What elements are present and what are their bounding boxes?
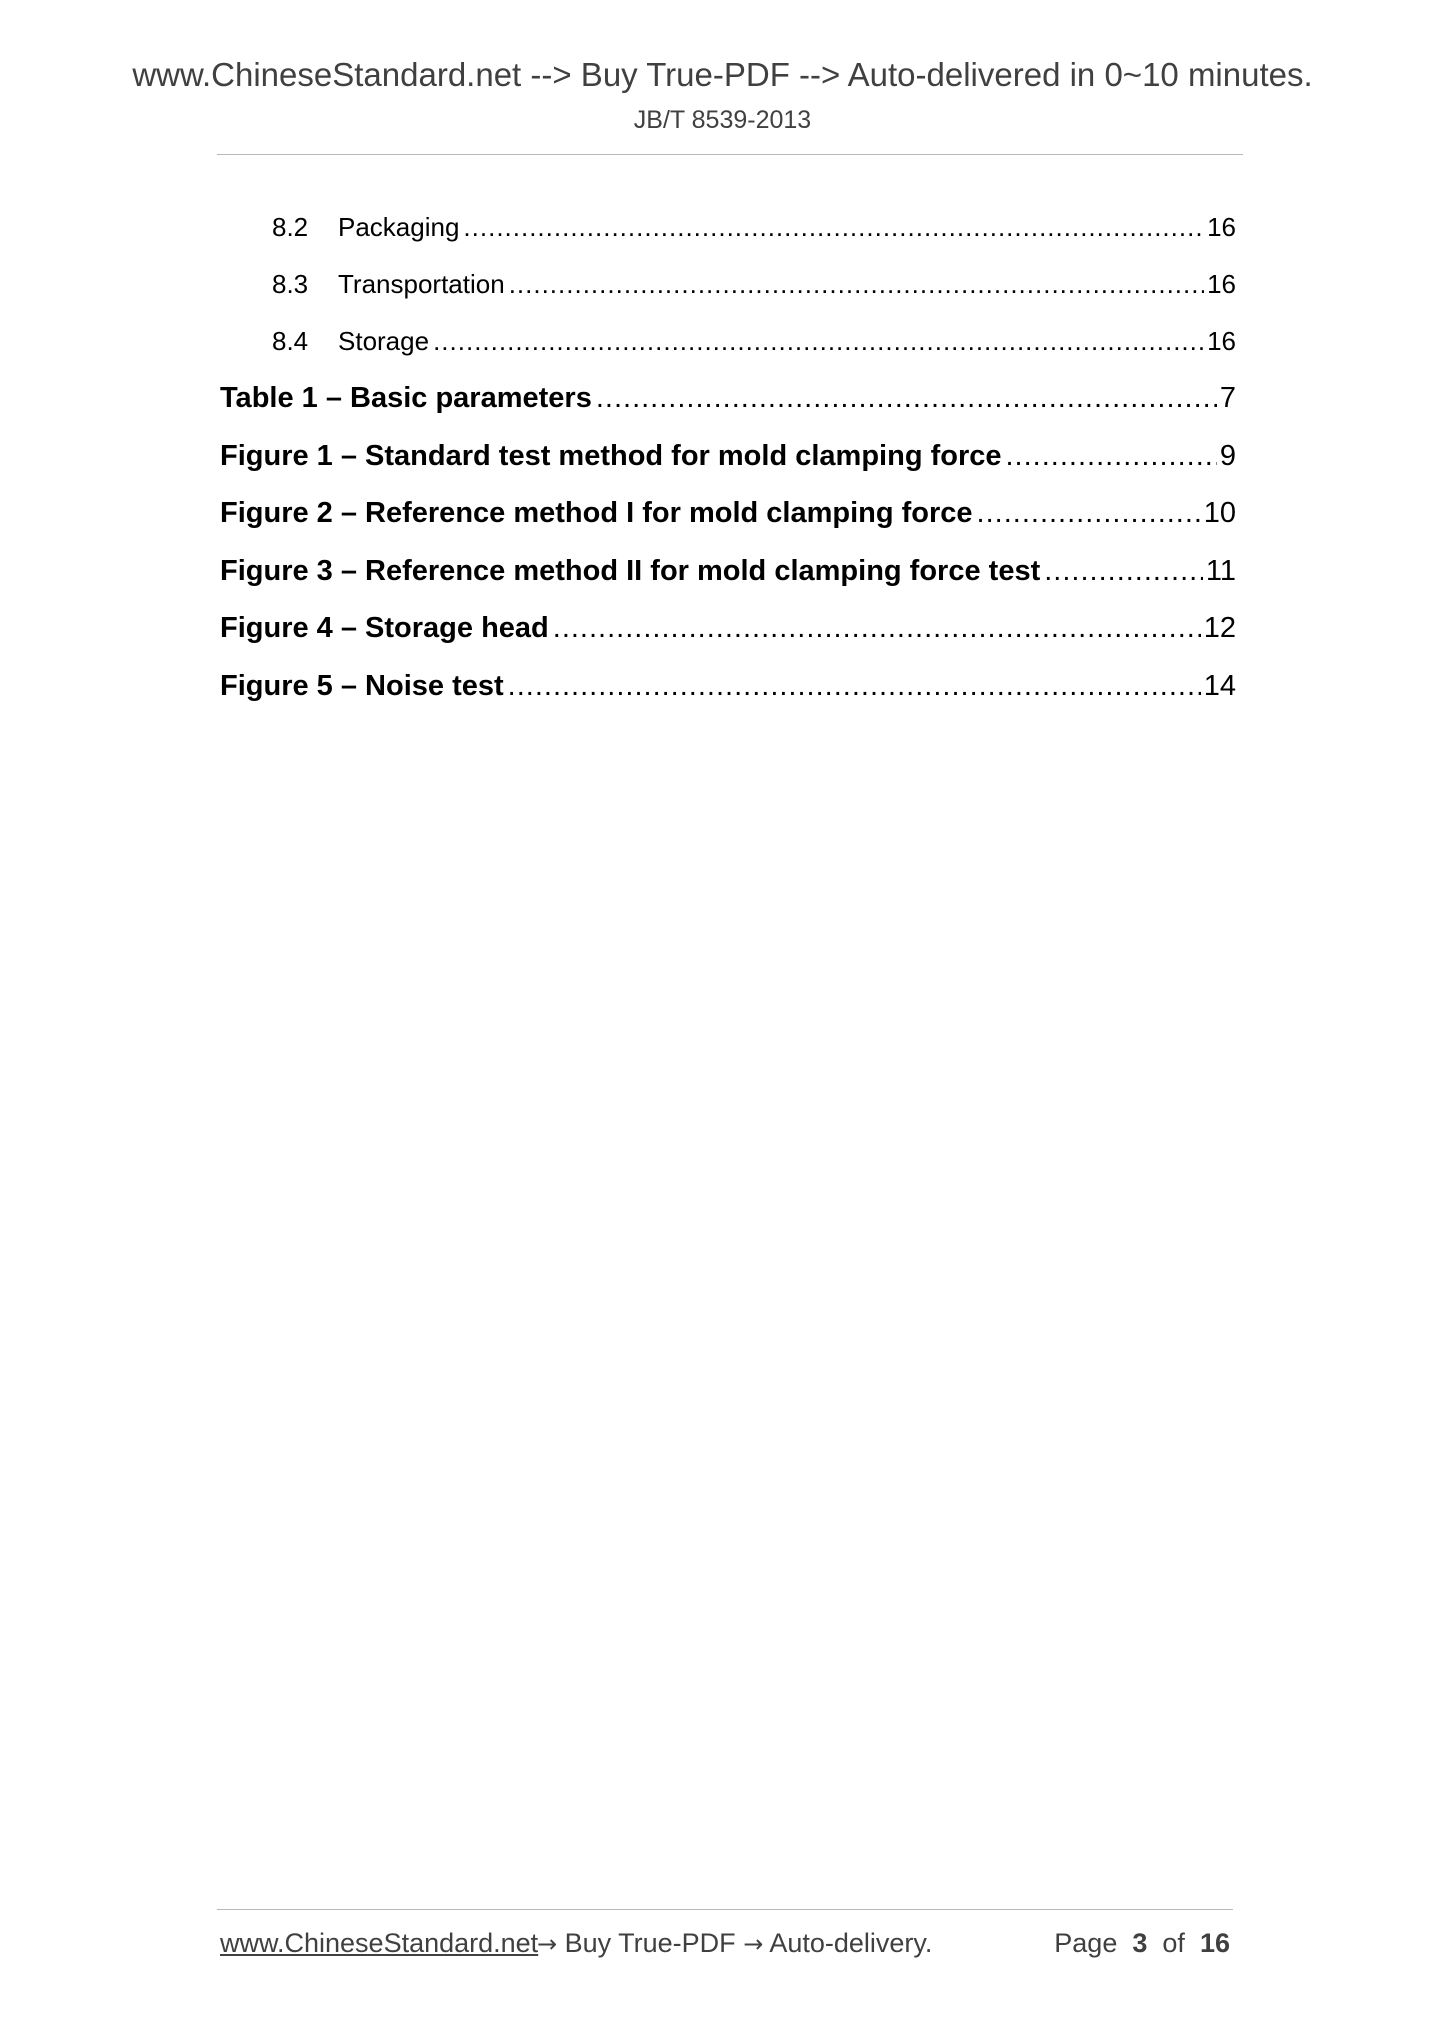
toc-entry-number: 8.2 [272, 212, 309, 242]
toc-entry-page: 11 [1205, 555, 1236, 587]
header-divider [217, 154, 1243, 155]
toc-entry-title: Figure 1 – Standard test method for mold clamping force [220, 440, 1002, 472]
toc-entry-page: 10 [1203, 497, 1236, 529]
page-total: 16 [1199, 1928, 1230, 1958]
toc-dot-leader [1006, 440, 1217, 473]
toc-dot-leader [509, 269, 1204, 300]
toc-entry-number: 8.4 [272, 326, 309, 356]
toc-entry-page: 16 [1207, 269, 1236, 299]
page-label: Page [1054, 1928, 1118, 1958]
toc-entry-title: Figure 4 – Storage head [220, 612, 549, 644]
toc-entry-page: 16 [1207, 326, 1236, 356]
toc-entry-table-1[interactable] [220, 382, 1236, 422]
toc-dot-leader [1044, 555, 1203, 588]
toc-entry-title: Figure 3 – Reference method II for mold clamping force test [220, 555, 1041, 587]
toc-entry-storage[interactable] [220, 326, 1236, 366]
toc-dot-leader [463, 212, 1204, 243]
toc-entry-packaging[interactable] [220, 212, 1236, 252]
toc-dot-leader [977, 497, 1201, 530]
toc-dot-leader [433, 326, 1204, 357]
toc-entry-figure-4[interactable] [220, 612, 1236, 652]
toc-entry-page: 7 [1219, 382, 1236, 414]
footer-divider [217, 1909, 1233, 1910]
footer-buy-text: Buy True-PDF [564, 1928, 736, 1958]
toc-entry-figure-1[interactable] [220, 440, 1236, 480]
header-banner: www.ChineseStandard.net --> Buy True-PDF --> Auto-delivered in 0~10 minutes. [132, 56, 1313, 93]
arrow-right-icon: → [743, 1930, 764, 1958]
arrow-right-icon: → [537, 1930, 558, 1958]
toc-entry-number: 8.3 [272, 269, 309, 299]
toc-entry-title: Storage [338, 326, 430, 356]
toc-entry-figure-3[interactable] [220, 555, 1236, 595]
toc-entry-page: 14 [1203, 670, 1236, 702]
page-current: 3 [1132, 1928, 1148, 1958]
page-of-label: of [1162, 1928, 1185, 1958]
page-indicator [1054, 1928, 1230, 1959]
toc-entry-page: 9 [1219, 440, 1236, 472]
document-id: JB/T 8539-2013 [633, 106, 812, 134]
toc-entry-title: Figure 5 – Noise test [220, 670, 504, 702]
toc-dot-leader [553, 612, 1201, 645]
footer-site-link[interactable]: www.ChineseStandard.net [220, 1928, 539, 1958]
toc-entry-title: Transportation [338, 269, 505, 299]
toc-entry-page: 12 [1203, 612, 1236, 644]
footer-delivery-text: Auto-delivery. [769, 1928, 933, 1958]
toc-entry-title: Figure 2 – Reference method I for mold clamping force [220, 497, 973, 529]
toc-dot-leader [508, 670, 1201, 703]
toc-entry-page: 16 [1207, 212, 1236, 242]
footer-promo [537, 1928, 932, 1959]
toc-entry-transportation[interactable] [220, 269, 1236, 309]
toc-entry-figure-5[interactable] [220, 670, 1236, 710]
toc-dot-leader [596, 382, 1217, 415]
page-footer [220, 1928, 1230, 1968]
toc-entry-figure-2[interactable] [220, 497, 1236, 537]
toc-entry-title: Table 1 – Basic parameters [220, 382, 592, 414]
toc-entry-title: Packaging [338, 212, 460, 242]
